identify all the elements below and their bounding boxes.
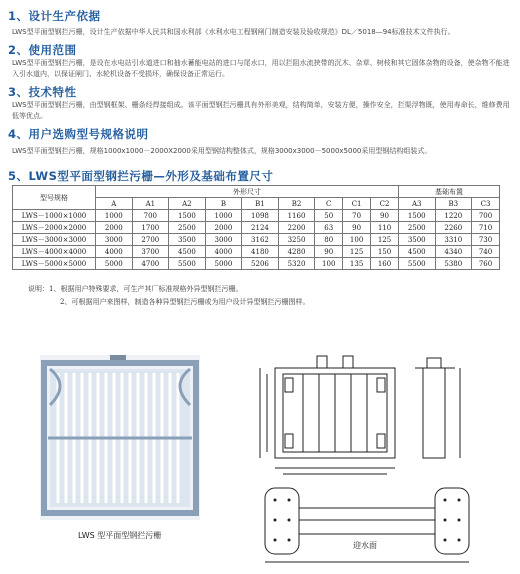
value-cell: 740 [472, 246, 500, 258]
column-header: B3 [435, 198, 472, 210]
value-cell: 3162 [242, 234, 279, 246]
value-cell: 3500 [398, 234, 435, 246]
value-cell: 5320 [278, 258, 315, 270]
value-cell: 1000 [205, 210, 242, 222]
table-row [13, 246, 500, 258]
value-cell: 3500 [169, 234, 206, 246]
value-cell: 2260 [435, 222, 472, 234]
model-cell: LWS－3000×3000 [13, 234, 96, 246]
value-cell: 160 [371, 258, 399, 270]
value-cell: 4500 [398, 246, 435, 258]
heading-1: 1、设计生产依据 [8, 9, 101, 23]
table-row [13, 210, 500, 222]
value-cell: 110 [371, 222, 399, 234]
column-header: A3 [398, 198, 435, 210]
column-header: B [205, 198, 242, 210]
column-header: C3 [472, 198, 500, 210]
value-cell: 90 [371, 210, 399, 222]
column-header: A [96, 198, 133, 210]
column-header: C1 [343, 198, 371, 210]
value-cell: 150 [371, 246, 399, 258]
value-cell: 4000 [205, 246, 242, 258]
heading-5: 5、LWS型平面型钢拦污栅—外形及基础布置尺寸 [8, 169, 274, 183]
value-cell: 70 [343, 210, 371, 222]
photo-caption: LWS 型平面型钢拦污栅 [78, 531, 162, 540]
value-cell: 3700 [132, 246, 169, 258]
heading-3: 3、技术特性 [8, 85, 77, 99]
value-cell: 700 [132, 210, 169, 222]
upstream-face-label: 迎水面 [353, 541, 377, 550]
value-cell: 80 [315, 234, 343, 246]
foundation-group-header: 基础布置 [398, 186, 499, 198]
paragraph-4: LWS型平面型钢拦污栅，规格1000x1000－2000X2000采用型钢结构整体式，规格3000x3000－5000x5000采用型钢结构组装式。 [12, 147, 432, 155]
value-cell: 3000 [96, 234, 133, 246]
value-cell: 710 [472, 222, 500, 234]
value-cell: 1160 [278, 210, 315, 222]
value-cell: 125 [371, 234, 399, 246]
trash-rack-photo [40, 355, 200, 520]
column-header: C2 [371, 198, 399, 210]
paragraph-1: LWS型平面型钢拦污栅，设计生产依据中华人民共和国水利部《水利水电工程钢闸门制造安装及验收规范》DL／5018—94标准技术文件执行。 [12, 28, 455, 36]
column-header: B2 [278, 198, 315, 210]
dimension-group-header: 外形尺寸 [96, 186, 399, 198]
model-cell: LWS－2000×2000 [13, 222, 96, 234]
value-cell: 1500 [398, 210, 435, 222]
value-cell: 125 [343, 246, 371, 258]
value-cell: 2500 [169, 222, 206, 234]
heading-4: 4、用户选购型号规格说明 [8, 127, 149, 141]
table-row [13, 222, 500, 234]
value-cell: 1500 [169, 210, 206, 222]
value-cell: 1098 [242, 210, 279, 222]
layout-drawing [255, 348, 505, 568]
value-cell: 100 [343, 234, 371, 246]
value-cell: 4700 [132, 258, 169, 270]
table-row [13, 234, 500, 246]
value-cell: 1220 [435, 210, 472, 222]
value-cell: 2200 [278, 222, 315, 234]
value-cell: 5500 [169, 258, 206, 270]
table-body [13, 210, 500, 270]
model-header: 型号规格 [13, 186, 96, 210]
value-cell: 2500 [398, 222, 435, 234]
value-cell: 2000 [96, 222, 133, 234]
column-header: C [315, 198, 343, 210]
paragraph-2: LWS型平面型钢拦污栅，是设在水电站引水道进口和抽水蓄能电站的进口与尾水口，用以拦阻水流挟带的沉木、杂草、树枝和其它固体杂物的设备，使杂物不能进入引水道内，以保证闸门、水轮机设备不受损坏，确保设备正常运行。 [12, 59, 510, 78]
value-cell: 90 [315, 246, 343, 258]
heading-2: 2、使用范围 [8, 43, 77, 57]
value-cell: 3310 [435, 234, 472, 246]
value-cell: 1000 [96, 210, 133, 222]
column-header: A1 [132, 198, 169, 210]
value-cell: 730 [472, 234, 500, 246]
value-cell: 4280 [278, 246, 315, 258]
value-cell: 50 [315, 210, 343, 222]
value-cell: 5206 [242, 258, 279, 270]
table-header-row [13, 186, 500, 198]
value-cell: 5380 [435, 258, 472, 270]
value-cell: 760 [472, 258, 500, 270]
model-cell: LWS－5000×5000 [13, 258, 96, 270]
value-cell: 100 [315, 258, 343, 270]
value-cell: 5500 [398, 258, 435, 270]
value-cell: 2700 [132, 234, 169, 246]
value-cell: 2000 [205, 222, 242, 234]
column-header: B1 [242, 198, 279, 210]
value-cell: 4180 [242, 246, 279, 258]
value-cell: 63 [315, 222, 343, 234]
value-cell: 90 [343, 222, 371, 234]
value-cell: 2124 [242, 222, 279, 234]
value-cell: 4500 [169, 246, 206, 258]
column-header: A2 [169, 198, 206, 210]
table-row [13, 258, 500, 270]
paragraph-3: LWS型平面型钢拦污栅，由型钢框架、栅条经焊接组成。该平面型钢拦污栅具有外形美观，结构简单，安装方便，操作安全，拦渠浮物既，使用寿命长，维修费用低等优点。 [12, 101, 510, 120]
value-cell: 4340 [435, 246, 472, 258]
note-1: 说明：1、根据用户特殊要求，可生产其厂标准规格外异型钢拦污栅。 [28, 285, 243, 293]
value-cell: 5000 [96, 258, 133, 270]
value-cell: 4000 [96, 246, 133, 258]
value-cell: 1700 [132, 222, 169, 234]
value-cell: 3250 [278, 234, 315, 246]
model-cell: LWS－1000×1000 [13, 210, 96, 222]
value-cell: 3000 [205, 234, 242, 246]
spec-table [12, 185, 500, 270]
note-2: 2、可根据用户来图样，制造各种异型钢拦污栅或为用户设计异型钢拦污栅图样。 [60, 298, 310, 306]
value-cell: 5000 [205, 258, 242, 270]
model-cell: LWS－4000×4000 [13, 246, 96, 258]
value-cell: 135 [343, 258, 371, 270]
value-cell: 700 [472, 210, 500, 222]
